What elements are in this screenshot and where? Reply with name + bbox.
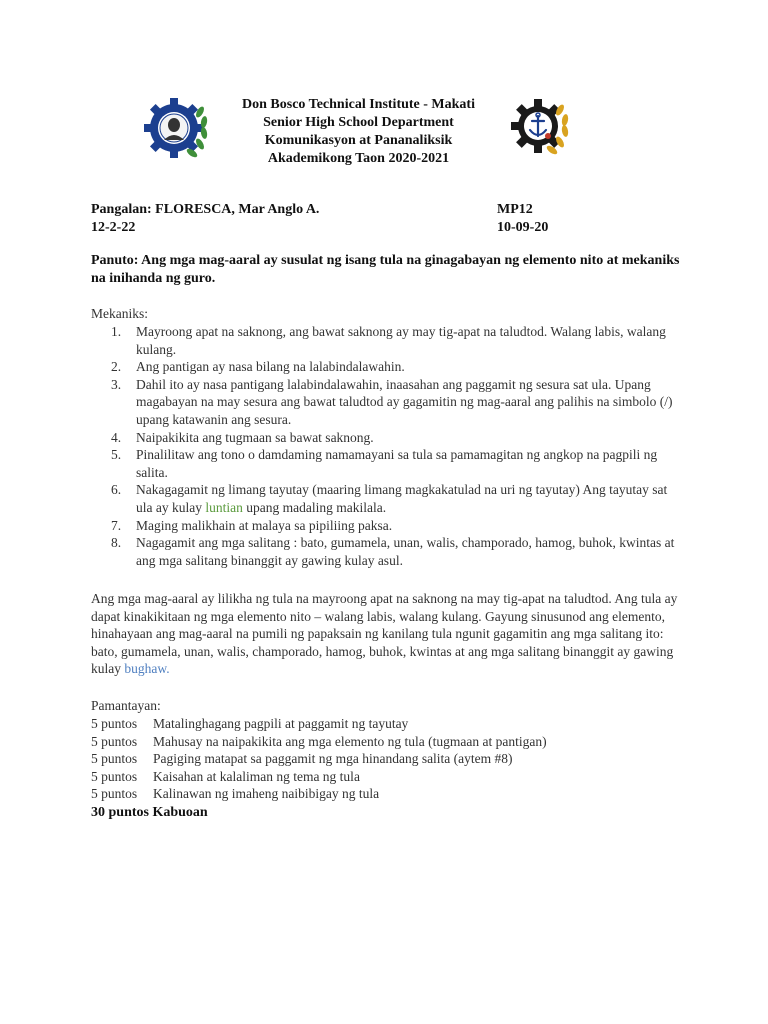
mekaniks-title: Mekaniks: [91,306,148,321]
list-item [91,358,681,376]
highlight-green-word: luntian [205,499,243,515]
rubric-row [91,750,691,768]
rubric-row [91,733,691,751]
rubric-points: 5 puntos [91,751,138,767]
student-code: 12-2-22 [91,220,136,235]
list-item [91,429,681,447]
mekaniks-list [91,323,681,569]
list-item [91,534,681,569]
rubric-row [91,715,691,733]
list-item-number: 2. [111,359,122,375]
list-item [91,446,681,481]
list-item-text: Ang pantigan ay nasa bilang na lalabindalawahin. [136,359,405,375]
rubric-criterion: Pagiging matapat sa paggamit ng mga hinandang salita (aytem #8) [153,751,513,767]
rubric-points: 5 puntos [91,786,138,802]
rubric-criterion: Matalinghagang pagpili at paggamit ng tayutay [153,716,409,731]
list-item-text: Naipakikita ang tugmaan sa bawat saknong. [136,429,374,445]
list-item-number: 7. [111,517,122,533]
rubric-criterion: Kalinawan ng imaheng naibibigay ng tula [153,786,380,802]
list-item-text: Dahil ito ay nasa pantigang lalabindalawahin, inaasahan ang paggamit ng sesura sat ula. Upang magabayan na may sesura ang bawat taludtod ay gagamitin ng mag-aaral ang palihis na simbolo (/) upang katawanin ang sesura. [136,376,673,427]
rubric-criterion: Kaisahan at kalaliman ng tema ng tula [153,768,360,784]
list-item [91,481,681,516]
list-item [91,517,681,535]
list-item-number: 3. [111,376,122,392]
list-item-text-end: upang madaling makilala. [242,499,387,515]
department-name: Senior High School Department [263,115,454,130]
rubric-row [91,785,691,803]
paragraph-text: Ang mga mag-aaral ay lilikha ng tula na mayroong apat na saknong na may tig-apat na taludtod. Ang tula ay dapat kinakikitaan ng mga elemento nito – walang labis, walang kulang. Gayung sinusunod ang elemento, hinahayaan ang mag-aaral na pumili ng papaksain ng kanilang tula ngunit gagamitin ang mga salitang ito: bato, gumamela, unan, walis, champorado, hamog, buhok, kwintas at ang mga salitang binanggit ay gawing kulay [91,591,678,677]
pamantayan-title: Pamantayan: [91,698,161,713]
list-item-number: 5. [111,447,122,463]
list-item-number: 8. [111,535,122,551]
rubric-row [91,768,691,786]
list-item-text: Nagagamit ang mga salitang : bato, gumamela, unan, walis, champorado, hamog, buhok, kwintas at ang mga salitang binanggit ay gawing kulay asul. [136,535,675,568]
gear-anchor-seal-icon [508,94,572,158]
rubric-points: 5 puntos [91,768,138,784]
list-item-number: 4. [111,429,122,445]
list-item-text: Pinalilitaw ang tono o damdaming namamayani sa tula sa pamamagitan ng angkop na pagpili ng salita. [136,447,658,480]
list-item-text: Maging malikhain at malaya sa pipiliing paksa. [136,517,393,533]
list-item-number: 6. [111,482,122,498]
total-points: 30 puntos Kabuoan [91,805,208,820]
school-name: Don Bosco Technical Institute - Makati [242,97,475,112]
list-item-number: 1. [111,324,122,339]
subject-name: Komunikasyon at Pananaliksik [264,133,453,148]
list-item-text: Mayroong apat na saknong, ang bawat saknong ay may tig-apat na taludtod. Walang labis, walang kulang. [136,324,666,357]
document-header [200,96,517,168]
rubric-points: 5 puntos [91,716,138,731]
instruction-text: Panuto: Ang mga mag-aaral ay susulat ng isang tula na ginagabayan ng elemento nito at mekaniks na inihanda ng guro. [91,253,680,286]
description-paragraph [91,590,681,678]
rubric-criterion: Mahusay na naipakikita ang mga elemento ng tula (tugmaan at pantigan) [153,733,547,749]
section-code: MP12 [497,202,533,217]
student-name: Pangalan: FLORESCA, Mar Anglo A. [91,202,320,217]
school-year: Akademikong Taon 2020-2021 [267,151,450,166]
list-item-text: Nakagagamit ng limang tayutay (maaring limang magkakatulad na uri ng tayutay) Ang tayutay sat ula ay kulay [136,482,668,515]
list-item [91,376,681,429]
highlight-blue-word: bughaw. [124,661,170,677]
rubric-points: 5 puntos [91,733,138,749]
rubric-table [91,715,691,803]
submission-date: 10-09-20 [497,220,549,235]
list-item [91,323,681,358]
